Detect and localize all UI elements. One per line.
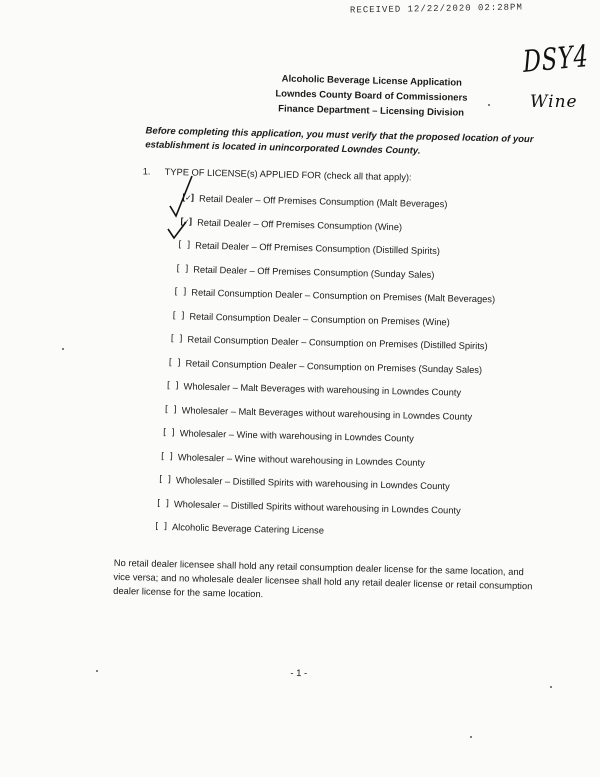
scan-speck [470,736,472,738]
scan-speck [62,348,64,350]
license-option-label: Wholesaler – Wine with warehousing in Lowndes County [179,428,414,444]
intro-instructions: Before completing this application, you must verify that the proposed location of your establishment is located in unincorporated Lowndes County. [145,125,534,157]
license-option-label: Wholesaler – Distilled Spirits without warehousing in Lowndes County [173,498,461,516]
license-option-label: Wholesaler – Malt Beverages with warehousing in Lowndes County [183,381,462,398]
received-stamp: RECEIVED 12/22/2020 02:28PM [349,2,523,16]
handwritten-code: DSY4 [522,38,590,81]
license-option-label: Retail Consumption Dealer – Consumption on Premises (Malt Beverages) [191,287,496,305]
checkbox-empty[interactable]: [ ] [167,357,181,368]
license-option-label: Retail Dealer – Off Premises Consumption (Sunday Sales) [193,264,435,280]
question-number: 1. [142,166,151,177]
page-number: - 1 - [290,667,308,680]
checkbox-empty[interactable]: [ ] [157,474,172,486]
scan-speck [488,104,490,106]
checkbox-empty[interactable]: [ ] [169,334,183,345]
license-option-label: Wholesaler – Wine without warehousing in Lowndes County [177,451,425,468]
checkbox-empty[interactable]: [ ] [165,380,180,392]
checkbox-checked[interactable]: [✓] [179,216,193,228]
restriction-footnote: No retail dealer licensee shall hold any retail consumption dealer license for the same location, and vice versa; and no wholesale dealer licensee shall hold any retail dealer license or retail consumption dealer license for the same location. [113,556,533,600]
license-option-label: Retail Dealer – Off Premises Consumption (Wine) [197,217,403,232]
checkbox-checked[interactable]: [✓] [180,193,195,204]
scan-speck [550,686,552,688]
license-option[interactable] [158,475,450,492]
header-title: Alcoholic Beverage License Application [281,73,462,89]
license-option-label: Retail Dealer – Off Premises Consumption (Distilled Spirits) [195,240,440,257]
question-title [143,166,412,182]
license-option[interactable] [160,451,425,467]
checkbox-empty[interactable]: [ ] [161,427,176,439]
header-department: Finance Department – Licensing Division [278,103,465,119]
license-option[interactable] [173,287,495,304]
scan-speck [96,670,98,672]
license-option-label: Wholesaler – Distilled Spirits with warehousing in Lowndes County [175,475,450,492]
license-option[interactable] [154,522,324,536]
license-option[interactable] [177,240,440,256]
license-option[interactable] [181,193,448,209]
checkbox-empty[interactable]: [ ] [173,287,187,298]
license-option-label: Alcoholic Beverage Catering License [171,522,325,536]
license-option[interactable] [164,404,473,421]
checkbox-empty[interactable]: [ ] [177,240,191,251]
license-option[interactable] [169,334,487,351]
checkbox-empty[interactable]: [ ] [153,521,168,533]
license-option[interactable] [167,357,482,374]
checkbox-empty[interactable]: [ ] [163,404,178,415]
checkbox-empty[interactable]: [ ] [171,310,185,321]
license-option[interactable] [162,428,414,444]
checkbox-empty[interactable]: [ ] [159,451,174,462]
license-option[interactable] [171,311,450,327]
license-option-label: Retail Consumption Dealer – Consumption on Premises (Sunday Sales) [185,357,483,375]
header-board: Lowndes County Board of Commissioners [275,88,468,104]
license-option[interactable] [179,217,402,232]
checkbox-empty[interactable]: [ ] [155,498,170,509]
license-option[interactable] [166,381,462,398]
license-option-label: Retail Consumption Dealer – Consumption on Premises (Distilled Spirits) [187,334,488,352]
handwritten-note: Wine [530,92,578,112]
form-header [251,71,492,121]
checkbox-empty[interactable]: [ ] [175,263,189,274]
license-option-label: Wholesaler – Malt Beverages without warehousing in Lowndes County [181,404,473,422]
license-option[interactable] [156,498,461,515]
license-option[interactable] [175,264,434,280]
question-text: TYPE OF LICENSE(s) APPLIED FOR (check all that apply): [164,166,412,183]
license-option-label: Retail Dealer – Off Premises Consumption (Malt Beverages) [198,193,448,210]
license-option-label: Retail Consumption Dealer – Consumption on Premises (Wine) [189,310,450,327]
